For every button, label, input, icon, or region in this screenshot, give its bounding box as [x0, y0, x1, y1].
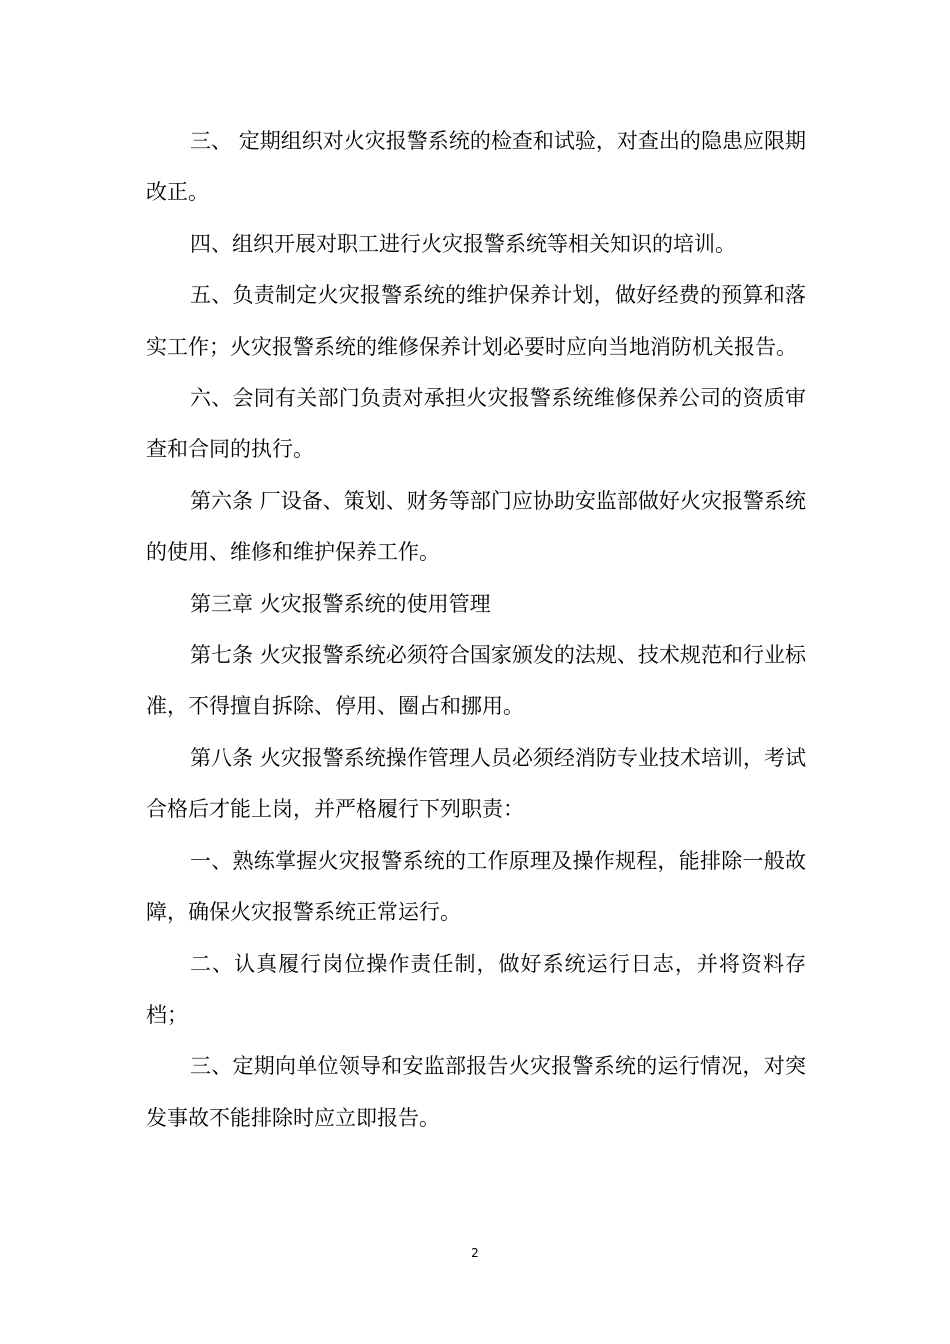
paragraph-regular-inspection: 三、 定期组织对火灾报警系统的检查和试验，对查出的隐患应限期改正。 — [146, 129, 806, 205]
paragraph-contractor-review: 六、会同有关部门负责对承担火灾报警系统维修保养公司的资质审查和合同的执行。 — [146, 386, 806, 462]
paragraph-duty-two: 二、认真履行岗位操作责任制，做好系统运行日志，并将资料存档； — [146, 951, 806, 1027]
paragraph-maintenance-plan: 五、负责制定火灾报警系统的维护保养计划，做好经费的预算和落实工作；火灾报警系统的维修保养计划必要时应向当地消防机关报告。 — [146, 283, 806, 359]
paragraph-article-eight: 第八条 火灾报警系统操作管理人员必须经消防专业技术培训，考试合格后才能上岗，并严格履行下列职责： — [146, 745, 806, 822]
paragraph-duty-one: 一、熟练掌握火灾报警系统的工作原理及操作规程，能排除一般故障，确保火灾报警系统正常运行。 — [146, 848, 806, 925]
paragraph-duty-three: 三、定期向单位领导和安监部报告火灾报警系统的运行情况，对突发事故不能排除时应立即报告。 — [146, 1054, 806, 1130]
chapter-heading-three: 第三章 火灾报警系统的使用管理 — [190, 591, 491, 616]
document-body — [146, 116, 806, 1144]
paragraph-staff-training: 四、组织开展对职工进行火灾报警系统等相关知识的培训。 — [190, 231, 736, 256]
paragraph-article-seven: 第七条 火灾报警系统必须符合国家颁发的法规、技术规范和行业标准，不得擅自拆除、停用、圈占和挪用。 — [146, 643, 806, 719]
paragraph-article-six: 第六条 厂设备、策划、财务等部门应协助安监部做好火灾报警系统的使用、维修和维护保养工作。 — [146, 488, 806, 565]
page-number: 2 — [471, 1246, 479, 1260]
